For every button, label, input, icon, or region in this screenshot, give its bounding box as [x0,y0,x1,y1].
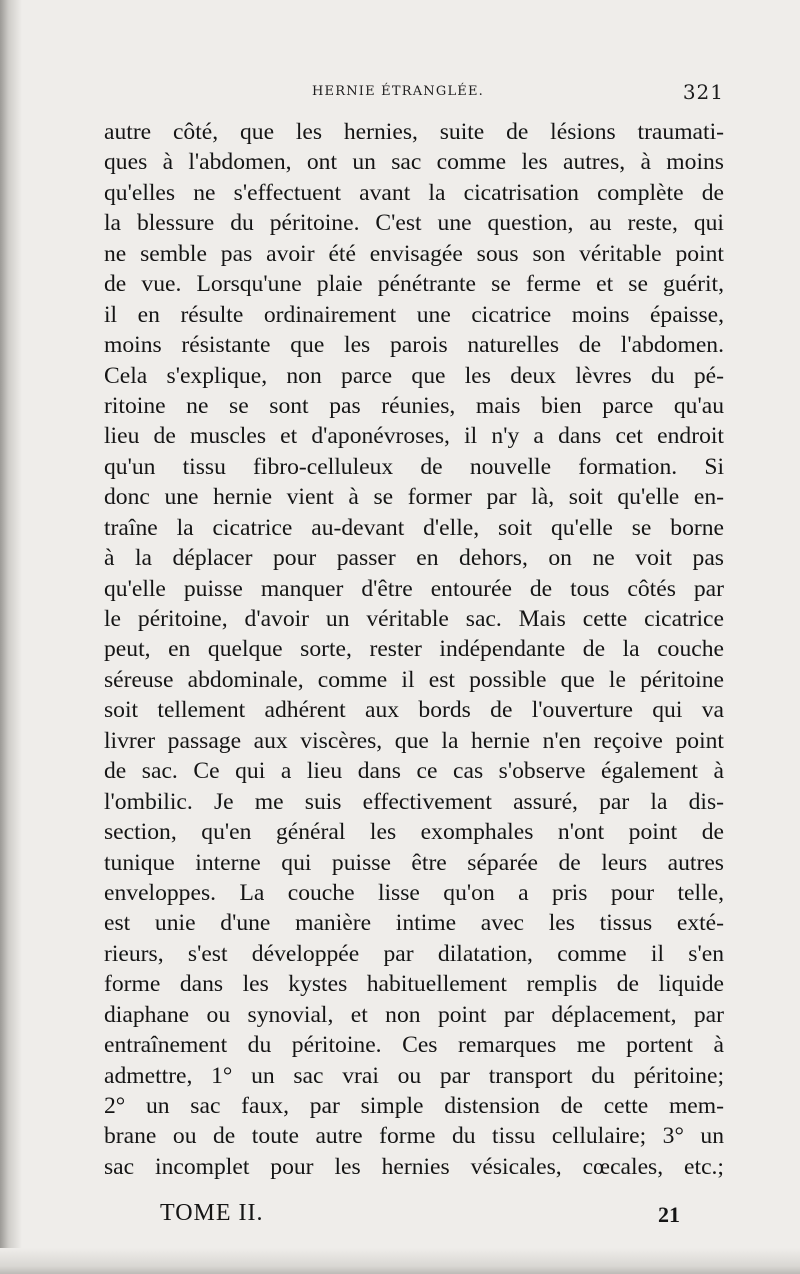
text-line: séreuse abdominale, comme il est possible que le péritoine [104,666,724,693]
text-line: rieurs, s'est développée par dilatation, comme il s'en [104,940,724,967]
text-line: entraînement du péritoine. Ces remarques me portent à [104,1032,724,1059]
text-line: ques à l'abdomen, ont un sac comme les autres, à moins [104,149,724,176]
text-line: peut, en quelque sorte, rester indépendante de la couche [104,636,724,663]
text-line: 2° un sac faux, par simple distension de cette mem- [104,1093,724,1119]
text-line: brane ou de toute autre forme du tissu cellulaire; 3° un [104,1123,724,1150]
text-line: tunique interne qui puisse être séparée de leurs autres [104,849,724,876]
text-line: ne semble pas avoir été envisagée sous son véritable point [104,240,724,267]
text-line: lieu de muscles et d'aponévroses, il n'y a dans cet endroit [104,423,724,450]
bottom-edge-shadow [0,1248,800,1274]
text-line: diaphane ou synovial, et non point par déplacement, par [104,1001,724,1028]
text-line: la blessure du péritoine. C'est une question, au reste, qui [104,210,724,237]
page-footer [160,1200,680,1234]
page-header [104,80,724,106]
text-line: donc une hernie vient à se former par là, soit qu'elle en- [104,484,724,511]
text-line: enveloppes. La couche lisse qu'on a pris pour telle, [104,879,724,906]
signature-mark: 21 [658,1202,680,1227]
text-line: forme dans les kystes habituellement remplis de liquide [104,971,724,998]
text-line: sac incomplet pour les hernies vésicales, cœcales, etc.; [104,1153,724,1180]
text-line: livrer passage aux viscères, que la hernie n'en reçoive point [104,727,724,754]
text-line: autre côté, que les hernies, suite de lésions traumati- [104,119,724,145]
text-line: soit tellement adhérent aux bords de l'ouverture qui va [104,697,724,724]
text-line: de vue. Lorsqu'une plaie pénétrante se ferme et se guérit, [104,271,724,298]
gutter-shadow [0,0,22,1274]
text-line: est unie d'une manière intime avec les tissus exté- [104,910,724,937]
text-line: qu'elle puisse manquer d'être entourée de tous côtés par [104,575,724,602]
text-line: il en résulte ordinairement une cicatrice moins épaisse, [104,301,724,328]
text-line: l'ombilic. Je me suis effectivement assuré, par la dis- [104,788,724,815]
text-line: admettre, 1° un sac vrai ou par transport du péritoine; [104,1062,724,1089]
body-text [104,117,724,1182]
volume-label: TOME II. [160,1200,264,1226]
page-number: 321 [682,80,724,104]
text-line: de sac. Ce qui a lieu dans ce cas s'observe également à [104,758,724,785]
text-line: à la déplacer pour passer en dehors, on ne voit pas [104,545,724,572]
text-line: qu'elles ne s'effectuent avant la cicatrisation complète de [104,179,724,206]
text-line: section, qu'en général les exomphales n'ont point de [104,819,724,846]
text-line: moins résistante que les parois naturelles de l'abdomen. [104,332,724,359]
text-line: le péritoine, d'avoir un véritable sac. Mais cette cicatrice [104,606,724,632]
text-line: ritoine ne se sont pas réunies, mais bien parce qu'au [104,392,724,419]
text-line: Cela s'explique, non parce que les deux lèvres du pé- [104,362,724,389]
running-head: HERNIE ÉTRANGLÉE. [312,84,484,99]
text-line: traîne la cicatrice au-devant d'elle, soit qu'elle se borne [104,514,724,541]
text-line: qu'un tissu fibro-celluleux de nouvelle formation. Si [104,453,724,480]
